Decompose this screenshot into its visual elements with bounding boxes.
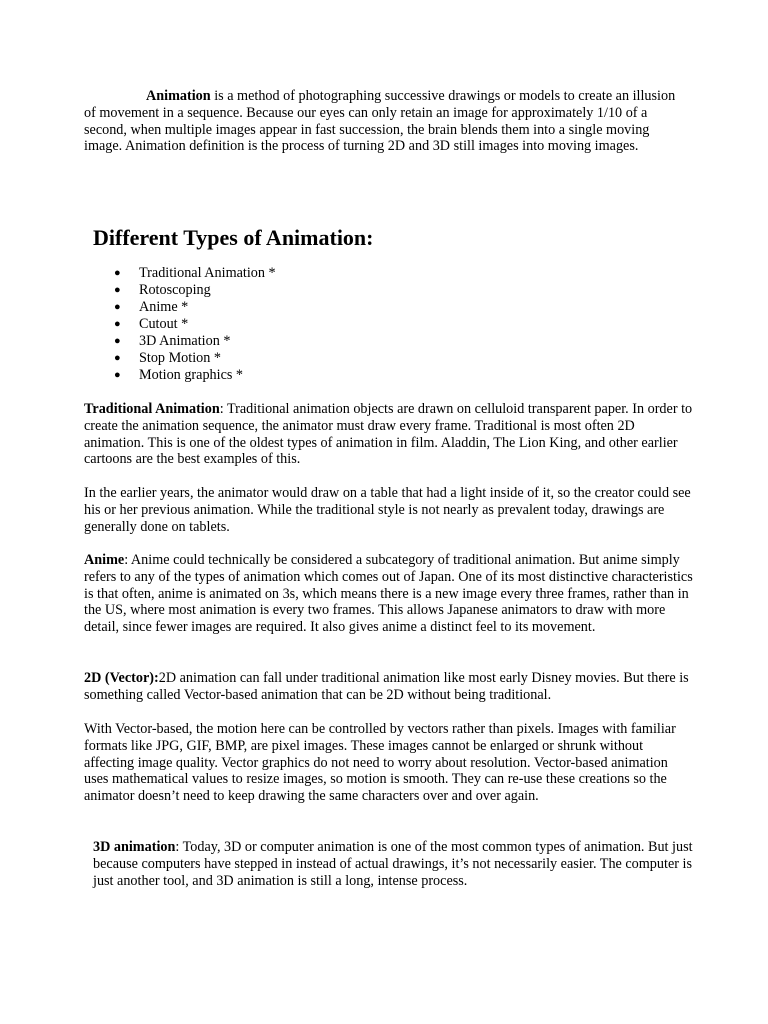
- list-item-label: 3D Animation *: [139, 333, 231, 349]
- section-heading: Different Types of Animation:: [93, 225, 374, 250]
- list-item: [111, 316, 276, 333]
- bullet-icon: ●: [114, 284, 121, 296]
- traditional-text: : Traditional animation objects are drawn on celluloid transparent paper. In order to create the animation sequence, the animator must draw every frame. Traditional is most often 2D animation. This is one of the oldest types of animation in film. Aladdin, The Lion King, and other earlier cartoons are the best examples of this.: [84, 401, 693, 468]
- list-item-label: Motion graphics *: [139, 367, 244, 383]
- bullet-icon: ●: [114, 318, 121, 330]
- list-item-label: Rotoscoping: [139, 282, 211, 298]
- 3d-animation-term: 3D animation: [93, 839, 176, 855]
- traditional-term: Traditional Animation: [84, 401, 220, 417]
- traditional-paragraph: [84, 401, 694, 468]
- list-item: [111, 367, 276, 384]
- intro-term: Animation: [146, 88, 211, 104]
- list-item-label: Cutout *: [139, 316, 189, 332]
- list-item: [111, 299, 276, 316]
- list-item: [111, 265, 276, 282]
- intro-paragraph: [84, 88, 684, 155]
- 3d-animation-paragraph: [93, 839, 693, 889]
- bullet-icon: ●: [114, 352, 121, 364]
- bullet-icon: ●: [114, 301, 121, 313]
- 3d-animation-text: : Today, 3D or computer animation is one of the most common types of animation. But just because computers have stepped in instead of actual drawings, it’s not necessarily easier. The computer is just another tool, and 3D animation is still a long, intense process.: [93, 839, 693, 889]
- intro-text: is a method of photographing successive drawings or models to create an illusion of movement in a sequence. Because our eyes can only retain an image for approximately 1/10 of a second, when multiple images appear in fast succession, the brain blends them into a single moving image. Animation definition is the process of turning 2D and 3D still images into moving images.: [84, 88, 676, 155]
- bullet-icon: ●: [114, 267, 121, 279]
- list-item: [111, 333, 276, 350]
- list-item: [111, 282, 276, 299]
- animation-types-list: [111, 265, 276, 384]
- list-item-label: Stop Motion *: [139, 350, 221, 366]
- vector-2d-text: 2D animation can fall under traditional animation like most early Disney movies. But there is something called Vector-based animation that can be 2D without being traditional.: [84, 670, 689, 703]
- anime-paragraph: [84, 552, 694, 636]
- bullet-icon: ●: [114, 369, 121, 381]
- list-item-label: Traditional Animation *: [139, 265, 276, 281]
- anime-text: : Anime could technically be considered a subcategory of traditional animation. But anime simply refers to any of the types of animation which comes out of Japan. One of its most distinctive characteristics is that often, anime is animated on 3s, which means there is a new image every three frames, rather than in the US, where most animation is every two frames. This allows Japanese animators to draw with more detail, since fewer images are required. It also gives anime a distinct feel to its movement.: [84, 552, 693, 636]
- bullet-icon: ●: [114, 335, 121, 347]
- vector-based-paragraph: With Vector-based, the motion here can be controlled by vectors rather than pixels. Images with familiar formats like JPG, GIF, BMP, are pixel images. These images cannot be enlarged or shrunk without affecting image quality. Vector graphics do not need to worry about resolution. Vector-based animation uses mathematical values to resize images, so motion is smooth. They can re-use these creations so the animator doesn’t need to keep drawing the same characters over and over again.: [84, 721, 676, 805]
- earlier-years-paragraph: In the earlier years, the animator would draw on a table that had a light inside of it, so the creator could see his or her previous animation. While the traditional style is not nearly as prevalent today, drawings are generally done on tablets.: [84, 485, 691, 535]
- list-item-label: Anime *: [139, 299, 189, 315]
- anime-term: Anime: [84, 552, 125, 568]
- list-item: [111, 350, 276, 367]
- vector-2d-term: 2D (Vector):: [84, 670, 159, 686]
- vector-2d-paragraph: [84, 670, 694, 704]
